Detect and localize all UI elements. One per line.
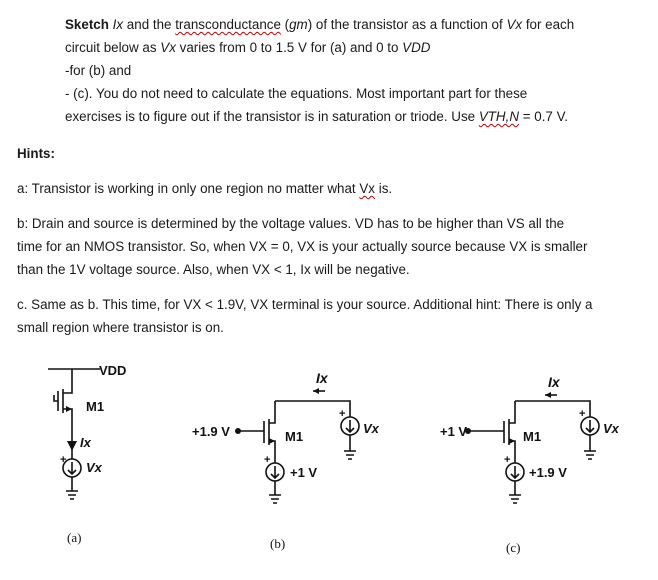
vthn-symbol: VTH,N <box>478 109 519 124</box>
hint-c-line-2: small region where transistor is on. <box>17 320 224 335</box>
hint-b-line-2: time for an NMOS transistor. So, when VX = 0, VX is your actually source because VX is smaller <box>17 239 588 254</box>
problem-line-2: circuit below as Vx varies from 0 to 1.5 V for (a) and 0 to VDD <box>65 40 431 55</box>
hint-a-vx: Vx <box>359 181 376 196</box>
hint-b-line-1: b: Drain and source is determined by the voltage values. VD has to be higher than VS all the <box>17 216 565 231</box>
svg-text:+: + <box>504 454 511 466</box>
svg-text:+: + <box>579 408 586 420</box>
problem-line-3: -for (b) and <box>65 63 132 78</box>
b-gate-label: +1.9 V <box>192 424 230 439</box>
sketch-word: Sketch <box>65 17 109 32</box>
c-vx-label: Vx <box>603 421 619 436</box>
problem-line-4: - (c). You do not need to calculate the equations. Most important part for these <box>65 86 528 101</box>
transconductance-word: transconductance <box>175 17 281 32</box>
a-vdd-label: VDD <box>99 363 127 378</box>
circuit-c <box>440 374 620 555</box>
c-gate-label: +1 V <box>440 424 468 439</box>
circuit-figure <box>0 355 658 565</box>
circuit-a <box>48 363 126 545</box>
b-caption: (b) <box>270 536 286 551</box>
svg-text:+: + <box>264 454 271 466</box>
svg-text:+: + <box>339 408 346 420</box>
b-vx-label: Vx <box>363 421 379 436</box>
a-m1-label: M1 <box>86 399 105 414</box>
b-ix-label: Ix <box>316 370 328 386</box>
gm-symbol: gm <box>289 17 308 32</box>
a-vx-label: Vx <box>86 460 102 475</box>
b-m1-label: M1 <box>285 429 304 444</box>
hint-b-line-3: than the 1V voltage source. Also, when VX < 1, Ix will be negative. <box>17 262 410 277</box>
svg-text:+: + <box>60 454 67 466</box>
a-caption: (a) <box>67 530 82 545</box>
vdd-symbol: VDD <box>402 40 431 55</box>
c-ix-label: Ix <box>548 374 560 390</box>
vx-symbol: Vx <box>506 17 523 32</box>
a-ix-label: Ix <box>80 435 91 450</box>
problem-line-1: Sketch Ix and the transconductance (gm) of the transistor as a function of Vx for each <box>65 17 575 32</box>
hint-c-line-1: c. Same as b. This time, for VX < 1.9V, VX terminal is your source. Additional hint: There is only a <box>17 297 593 312</box>
circuit-b <box>192 370 380 551</box>
hint-a: a: Transistor is working in only one region no matter what Vx is. <box>17 181 393 196</box>
hints-title: Hints: <box>17 146 55 161</box>
b-src-label: +1 V <box>290 465 318 480</box>
problem-line-5: exercises is to figure out if the transistor is in saturation or triode. Use VTH,N = 0.7 V. <box>65 109 569 124</box>
c-m1-label: M1 <box>523 429 542 444</box>
ix-symbol: Ix <box>112 17 124 32</box>
c-src-label: +1.9 V <box>529 465 567 480</box>
vx-symbol-2: Vx <box>160 40 176 55</box>
c-caption: (c) <box>506 540 521 555</box>
a-ix-arrow <box>67 441 77 451</box>
